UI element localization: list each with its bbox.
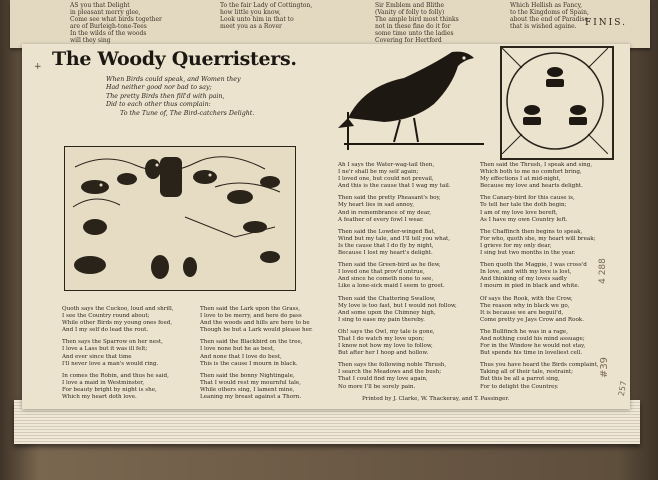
verse-line: I love a maid in Westminster, (62, 379, 145, 386)
stanza (338, 162, 457, 190)
verse-line: But after her I hoop and hollow. (338, 350, 429, 357)
verse-line: In comes the Robin, and thus he said, (62, 372, 169, 379)
stanza (200, 373, 313, 401)
shelf-mark-2: #39 (599, 356, 611, 379)
verse-line: Then says the following noble Thrush, (338, 362, 447, 369)
left-text-column-2 (200, 306, 313, 406)
verse-line: Like a lone-sick maid I seem to greet. (338, 283, 445, 290)
verse-line: But this be all a parrot sing, (480, 376, 560, 383)
right-text-column-2 (480, 162, 599, 396)
verse-line: Taking all of their tale, restraint; (480, 369, 573, 376)
underlying-page (10, 0, 650, 48)
verse-line: Of says the Rook, with the Crow, (480, 295, 573, 302)
stanza (338, 362, 457, 390)
verse-line: Leaning my breast against a Thorn. (200, 394, 302, 401)
stanza (338, 229, 457, 257)
verse-line: And thinking of my loves sadly (480, 276, 567, 283)
intro-line: When Birds could speak, and Women they (106, 76, 241, 83)
verse-line: That I do watch my love upon; (338, 335, 424, 342)
verse-line: For in the Window he would not stay, (480, 343, 586, 350)
verse-line: Then said the Chattering Swallow, (338, 295, 436, 302)
verse-line: My love is too fast, but I would not follow, (338, 302, 457, 309)
stanza (200, 306, 313, 334)
verse-line: I know not how my love to follow, (338, 343, 433, 350)
ballad-title: The Woody Querristers. (52, 48, 297, 70)
underlying-column-1: AS you that Delight in pleasant merry glee, Come see what birds together are of Burleigh-tone-Tees In the wilds of the woods will they sing (70, 2, 162, 44)
verse-line: I love a Lass but it was ill felt; (62, 346, 148, 353)
stanza (338, 329, 457, 357)
verse-line: And I my self do lead the rout. (62, 327, 149, 334)
verse-line: And in remembrance of my dear, (338, 209, 432, 216)
verse-line: I ne'r shall be my self again; (338, 169, 419, 176)
verse-line: And this is the cause that I wag my tail. (338, 183, 451, 190)
stanza (338, 296, 457, 324)
stanza (200, 339, 313, 367)
tune-line: To the Tune of, The Bird-catchers Delight. (120, 109, 255, 117)
verse-line: For beauty bright by night is she, (62, 386, 157, 393)
verse-line: The Bullfinch he was in a rage, (480, 328, 568, 335)
verse-line: Then quoth the Magpie, I was cross'd (480, 262, 587, 269)
verse-line: While others sing, I lament mine, (200, 386, 295, 393)
stanza (480, 329, 599, 357)
verse-line: But spends his time in loveliest cell. (480, 350, 583, 357)
verse-line: As I have my own Country left. (480, 216, 568, 223)
verse-line: A feather of every fowl I wear. (338, 216, 424, 223)
verse-line: To tell her tale the doth begin; (480, 202, 567, 209)
intro-line: Did to each other thus complain: (106, 101, 211, 109)
bird-illustration (334, 46, 484, 152)
verse-line: And since he cometh none to see, (338, 276, 434, 283)
verse-line: And none that I love do best, (200, 353, 282, 360)
verse-line: Which both to me no comfort bring, (480, 169, 582, 176)
broadside-page (22, 44, 630, 409)
verse-line: I am of my love love bereft, (480, 209, 558, 216)
verse-line: Though be but a Lark would please her. (200, 327, 313, 334)
verse-line: Wind but my tale, and I'll tell you what, (338, 235, 451, 242)
right-text-column (338, 162, 457, 396)
verse-line: This is the cause I mourn in black. (200, 360, 298, 367)
finis-label: FINIS. (585, 18, 627, 28)
underlying-column-3: Sir Emblem and Blithe (Vanity of folly to folly) The ample bird most thinks not in these fine do it for some time unto the ladies Covering for Hertford (375, 2, 459, 44)
stanza (338, 195, 457, 223)
stanza (62, 306, 174, 334)
verse-line: Then said the Blackbird on the tree, (200, 339, 303, 346)
verse-line: Is the cause that I do fly by night, (338, 242, 434, 249)
verse-line: I grieve for my only dear, (480, 242, 552, 249)
shelf-mark: 4 288 (597, 258, 608, 284)
verse-line: My heart lies in sad annoy, (338, 202, 414, 209)
verse-line: Then said the Thrush, I speak and sing, (480, 162, 593, 168)
verse-line: My effections I at mid-night, (480, 176, 561, 183)
verse-line: For to delight the Countrey. (480, 383, 559, 390)
stanza (62, 373, 174, 401)
verse-line: I loved one that prov'd untrue, (338, 269, 425, 276)
verse-line: Then said the Lark upon the Grass, (200, 306, 301, 312)
verse-line: I love to be merry, and here do pass (200, 313, 302, 320)
stanza (480, 362, 599, 390)
stanza (480, 162, 599, 190)
stanza (62, 339, 174, 367)
verse-line: The Canary-bird for this cause is, (480, 195, 575, 202)
verse-line: That I could find my love again, (338, 376, 428, 383)
verse-line: Because my love and hearts delight. (480, 183, 583, 190)
intro-line: Had neither good nor bad to say; (106, 84, 212, 92)
verse-line: I sing but two months in the year. (480, 250, 576, 257)
three-birds-illustration (502, 48, 608, 154)
verse-line: Quoth says the Cuckoo, loud and shrill, (62, 306, 174, 312)
printer-imprint: Printed by J. Clarke, W. Thackeray, and T. Passinger. (362, 396, 510, 402)
verse-line: Thus you have heard the Birds complaint, (480, 362, 599, 369)
verse-line: And some upon the Chimney high, (338, 309, 436, 316)
page-number: 257 (616, 380, 629, 397)
verse-line: Then said the bonny Nightingale, (200, 372, 295, 379)
verse-line: It is because we are beguil'd, (480, 309, 564, 316)
verse-line: I loved one, but could not prevail, (338, 176, 434, 183)
verse-line: I see the Country round about; (62, 313, 150, 320)
verse-line: For who, quoth she, my heart will break; (480, 235, 596, 242)
corner-mark: + (34, 62, 42, 72)
verse-line: Then says the Sparrow on her nest, (62, 339, 163, 346)
verse-line: I'll never love a man's would ring. (62, 360, 159, 367)
verse-line: I sing to ease my pain thereby. (338, 316, 425, 323)
verse-line: I mourn in pied in black and white. (480, 283, 580, 290)
verse-line: The Chaffinch then begins to speak, (480, 228, 583, 235)
birds-woodcut-illustration (65, 147, 295, 290)
boxed-birds-woodcut (500, 46, 614, 160)
verse-line: Oh! says the Owl, my tale is gone, (338, 328, 435, 335)
verse-line: I love none but he as best, (200, 346, 275, 353)
verse-line: Then said the Lowder-winged Bat, (338, 228, 436, 235)
stanza (480, 195, 599, 223)
verse-line: In love, and with my love is lost, (480, 269, 572, 276)
verse-line: No more I'll be sorely pain. (338, 383, 416, 390)
intro-line: The pretty Birds then fill'd with pain, (106, 92, 225, 100)
birds-woodcut (64, 146, 296, 291)
verse-line: Come pretty ye Jays Crow and Rook. (480, 316, 584, 323)
verse-line: And the woods and hills are here to be (200, 320, 310, 327)
stanza (338, 262, 457, 290)
verse-line: The reason why in black we go, (480, 302, 570, 309)
verse-line: That I would rest my mournful tale, (200, 379, 301, 386)
underlying-column-2: To the fair Lady of Cottington, how little you know, Look unto him in that to meet you as a Rover (220, 2, 313, 30)
ballad-intro (106, 76, 254, 118)
verse-line: While other Birds my young ones feed, (62, 320, 173, 327)
large-bird-woodcut (334, 46, 484, 152)
verse-line: Then said the Green-bird as he flew, (338, 262, 441, 269)
verse-line: I search the Meadows and the bush; (338, 369, 442, 376)
underlying-column-4: Which Hellish as Fancy, to the Kingdoms of Spain, about the end of Paradise that is wished againe. (510, 2, 589, 30)
stanza (480, 262, 599, 290)
verse-line: Because I lost my heart's delight. (338, 250, 433, 257)
verse-line: And ever since that time (62, 353, 132, 360)
left-text-column (62, 306, 174, 406)
verse-line: Then said the pretty Pheasant's boy, (338, 195, 441, 202)
verse-line: Which my heart doth love. (62, 394, 137, 401)
stanza (480, 296, 599, 324)
verse-line: And nothing could his mind assuage; (480, 335, 585, 342)
stanza (480, 229, 599, 257)
verse-line: Ah I says the Water-wag-tail then, (338, 162, 435, 168)
